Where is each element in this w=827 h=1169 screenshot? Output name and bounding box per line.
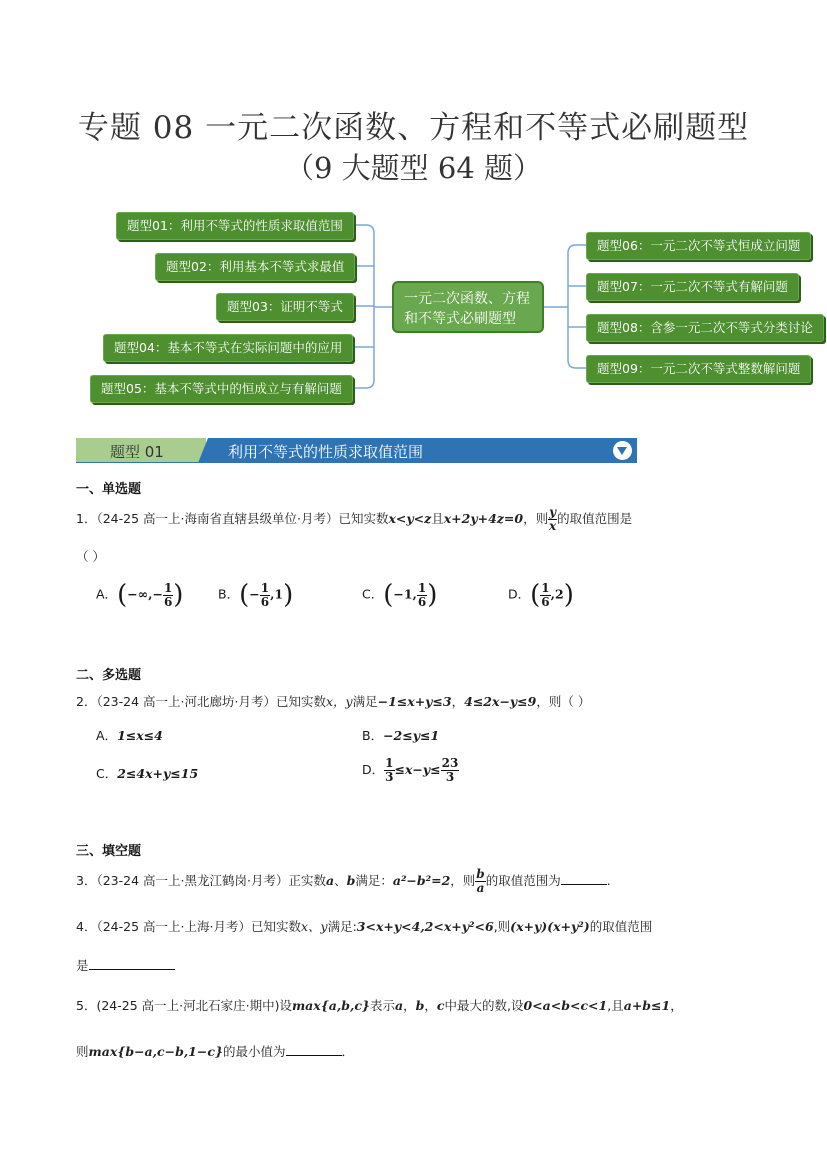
page-subtitle: （9 大题型 64 题） (284, 151, 542, 185)
q4-answer-blank[interactable] (89, 969, 175, 970)
question-2: 2．（23-24 高一上·河北廊坊·月考）已知实数x，y满足−1≤x+y≤3，4≤2x−y≤9，则（ ） (76, 694, 591, 709)
question-3: 3．（23-24 高一上·黑龙江鹤岗·月考）正实数a、b满足：a²−b²=2，则 $\frac{b}{a}$ 的取值范围为 . (76, 867, 611, 895)
q1-option-d[interactable]: D．( $\frac{1}{6}$ ,2) (508, 580, 574, 610)
q1-then: ，则 (523, 511, 549, 526)
mindmap-center-node: 一元二次函数、方程和不等式必刷题型 (392, 281, 544, 333)
mindmap-node-1: 题型01：利用不等式的性质求取值范围 (116, 212, 354, 240)
mindmap-node-8: 题型08：含参一元二次不等式分类讨论 (586, 314, 824, 342)
question-5: 5．(24-25 高一上·河北石家庄·期中)设max{a,b,c}表示a，b，c中最大的数,设0<a<b<c<1,且a+b≤1， (76, 998, 683, 1013)
question-5-line-2: 则max{b−a,c−b,1−c}的最小值为 ． (76, 1044, 355, 1059)
section-heading-multi-choice: 二、多选题 (76, 668, 142, 683)
q1-number: 1． (76, 511, 97, 526)
question-4-line-2: 是 (76, 956, 175, 974)
q2-option-c[interactable]: C．2≤4x+y≤15 (96, 766, 199, 781)
section-heading-fill-blank: 三、填空题 (76, 844, 142, 859)
q1-tail: 的取值范围是 (557, 511, 633, 526)
topic-label: 题型 01 (110, 443, 164, 461)
topic-band (76, 438, 637, 463)
q1-and: 且 (431, 511, 444, 526)
mindmap-node-3: 题型03：证明不等式 (216, 293, 354, 321)
q1-option-a[interactable]: A．(−∞,− $\frac{1}{6}$ ) (96, 580, 184, 610)
page-title: 专题 08 一元二次函数、方程和不等式必刷题型 (77, 110, 750, 146)
mindmap-node-5: 题型05：基本不等式中的恒成立与有解问题 (90, 375, 353, 403)
collapse-triangle-icon[interactable] (613, 441, 632, 460)
topic-title: 利用不等式的性质求取值范围 (228, 443, 424, 461)
mindmap-node-2: 题型02：利用基本不等式求最值 (155, 253, 355, 281)
mindmap-node-9: 题型09：一元二次不等式整数解问题 (586, 355, 811, 383)
q2-option-b[interactable]: B．−2≤y≤1 (362, 728, 440, 743)
topic-band-underline (76, 462, 637, 463)
q3-answer-blank[interactable] (561, 884, 607, 885)
q1-option-c[interactable]: C．(−1, $\frac{1}{6}$ ) (362, 580, 438, 610)
q2-option-a[interactable]: A．1≤x≤4 (96, 728, 163, 743)
q1-option-b[interactable]: B．(− $\frac{1}{6}$ ,1) (218, 580, 294, 610)
mindmap-node-7: 题型07：一元二次不等式有解问题 (586, 273, 799, 301)
q1-answer-paren: （ ） (76, 549, 105, 564)
q5-answer-blank[interactable] (286, 1055, 342, 1056)
q1-source: （24-25 高一上·海南省直辖县级单位·月考）已知实数 (96, 511, 389, 526)
q1-fraction: $\frac{y}{x}$ (548, 505, 557, 533)
q2-option-d[interactable]: D． $\frac{1}{3}$ ≤x−y≤ $\frac{23}{3}$ (362, 756, 459, 784)
section-heading-single-choice: 一、单选题 (76, 482, 142, 497)
q1-condition-2: x+2y+4z=0 (443, 511, 524, 526)
mindmap-node-6: 题型06：一元二次不等式恒成立问题 (586, 232, 811, 260)
mindmap-node-4: 题型04：基本不等式在实际问题中的应用 (103, 334, 353, 362)
q1-condition-1: x<y<z (388, 511, 432, 526)
question-4: 4．（24-25 高一上·上海·月考）已知实数x、y满足:3<x+y<4,2<x+y²<6,则(x+y)(x+y²)的取值范围 (76, 919, 653, 934)
question-1 (76, 506, 632, 533)
